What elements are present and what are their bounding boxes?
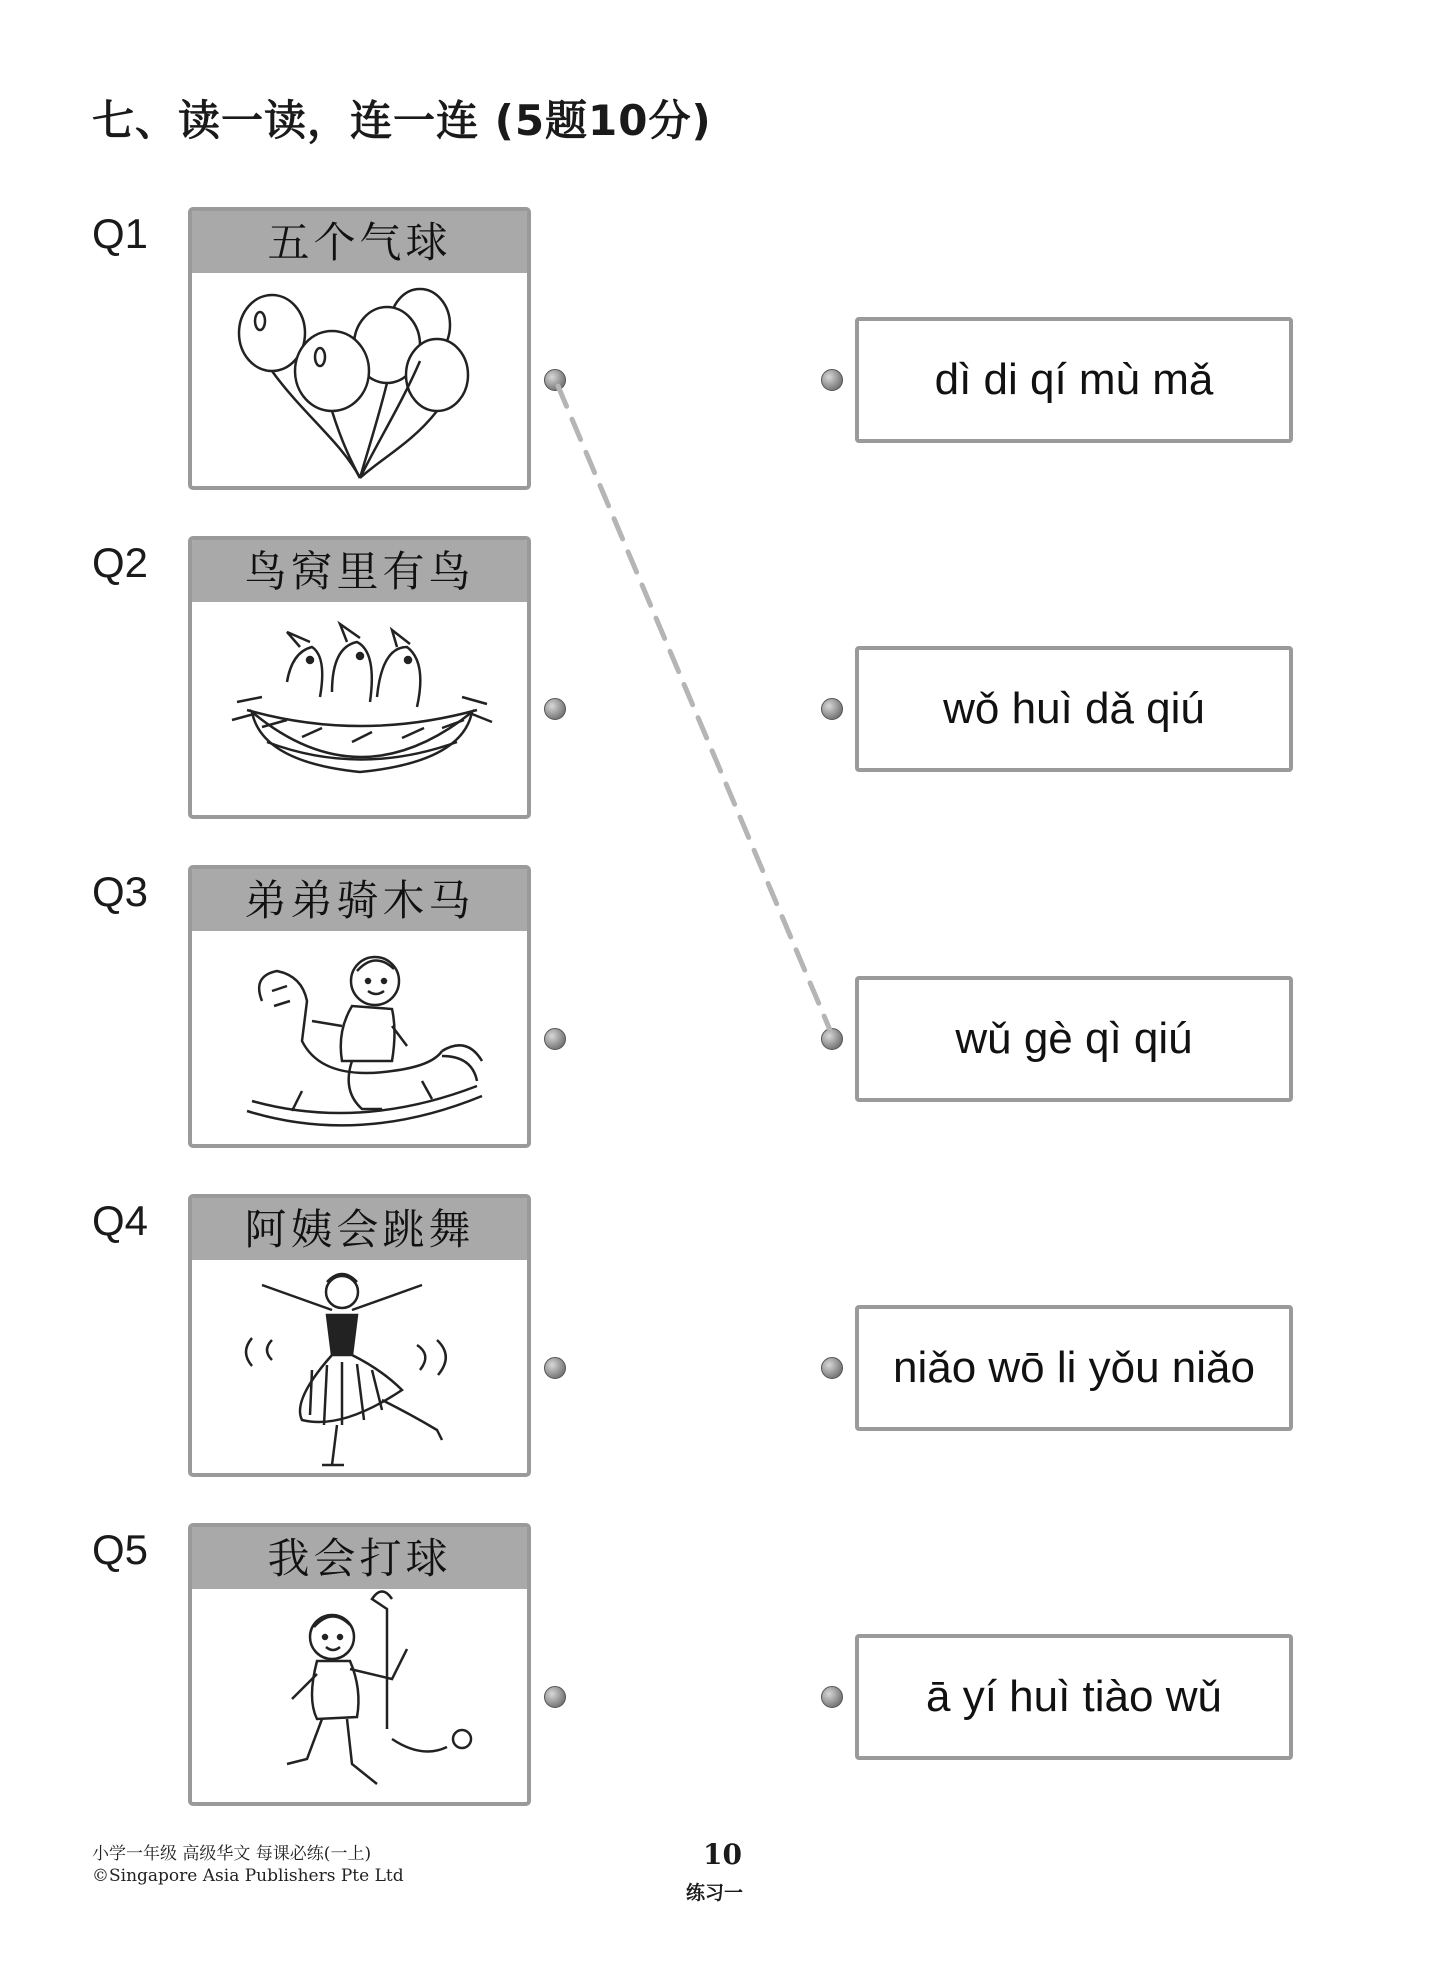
question-card-q5 xyxy=(188,1523,531,1806)
question-label-q2: Q2 xyxy=(92,539,149,586)
question-dot-q3[interactable] xyxy=(544,1028,566,1050)
question-text-q3: 弟弟骑木马 xyxy=(192,869,527,931)
bird-nest-icon xyxy=(192,602,527,815)
answer-box-1 xyxy=(855,317,1293,443)
answer-dot-2[interactable] xyxy=(821,698,843,720)
footer-book-title: 小学一年级 高级华文 每课必练(一上) xyxy=(92,1844,372,1864)
dancer-icon xyxy=(192,1260,527,1473)
question-dot-q2[interactable] xyxy=(544,698,566,720)
footer-book-info xyxy=(92,1843,404,1887)
answer-dot-5[interactable] xyxy=(821,1686,843,1708)
question-label-q5: Q5 xyxy=(92,1526,149,1573)
page-number: 10 xyxy=(703,1838,742,1871)
question-label-q1: Q1 xyxy=(92,210,149,257)
answer-pinyin-2: wǒ huì dǎ qiú xyxy=(943,684,1205,733)
question-text-q5: 我会打球 xyxy=(192,1527,527,1589)
question-text-q1: 五个气球 xyxy=(192,211,527,273)
hockey-boy-icon xyxy=(192,1589,527,1802)
question-label-q4: Q4 xyxy=(92,1197,149,1244)
answer-pinyin-3: wǔ gè qì qiú xyxy=(955,1014,1193,1063)
answer-dot-1[interactable] xyxy=(821,369,843,391)
section-name: 练习一 xyxy=(686,1882,744,1904)
answer-box-5 xyxy=(855,1634,1293,1760)
footer-copyright: ©Singapore Asia Publishers Pte Ltd xyxy=(92,1866,404,1886)
answer-pinyin-5: ā yí huì tiào wǔ xyxy=(926,1672,1222,1721)
question-card-q3 xyxy=(188,865,531,1148)
answer-box-4 xyxy=(855,1305,1293,1431)
question-text-q2: 鸟窝里有鸟 xyxy=(192,540,527,602)
question-card-q2 xyxy=(188,536,531,819)
question-card-q1 xyxy=(188,207,531,490)
answer-box-2 xyxy=(855,646,1293,772)
page-title: 七、读一读，连一连 (5题10分) xyxy=(92,96,712,145)
answer-dot-3[interactable] xyxy=(821,1028,843,1050)
answer-box-3 xyxy=(855,976,1293,1102)
question-dot-q4[interactable] xyxy=(544,1357,566,1379)
question-dot-q5[interactable] xyxy=(544,1686,566,1708)
question-label-q3: Q3 xyxy=(92,868,149,915)
question-card-q4 xyxy=(188,1194,531,1477)
question-text-q4: 阿姨会跳舞 xyxy=(192,1198,527,1260)
balloons-icon xyxy=(192,273,527,486)
answer-pinyin-4: niǎo wō li yǒu niǎo xyxy=(892,1343,1255,1392)
question-dot-q1[interactable] xyxy=(544,369,566,391)
answer-pinyin-1: dì di qí mù mǎ xyxy=(934,355,1214,404)
rocking-horse-icon xyxy=(192,931,527,1144)
answer-dot-4[interactable] xyxy=(821,1357,843,1379)
